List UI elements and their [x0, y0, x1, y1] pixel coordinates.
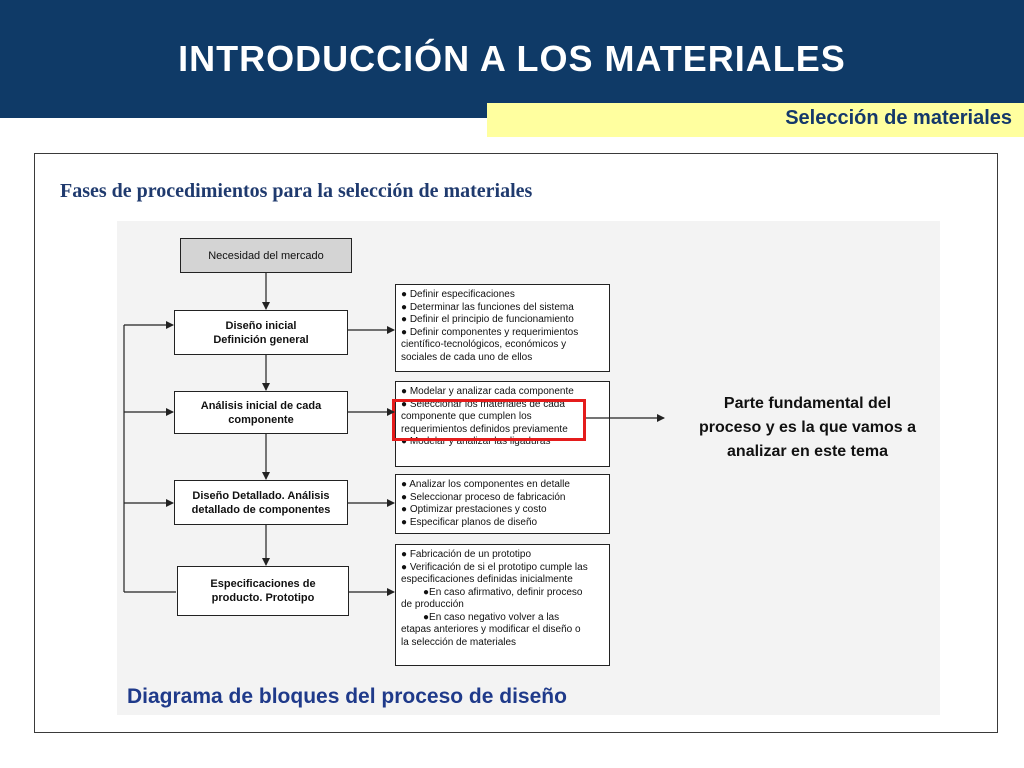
step-text: producto. Prototipo — [211, 592, 315, 604]
step-text: Análisis inicial de cada — [200, 399, 322, 412]
description-line: ● Optimizar prestaciones y costo — [401, 504, 547, 515]
annotation-text — [680, 392, 935, 464]
description-line: ● Seleccionar proceso de fabricación — [401, 491, 566, 503]
description-line: ● Definir el principio de funcionamiento — [401, 314, 574, 325]
annotation-line: Parte fundamental del — [723, 395, 892, 412]
description-line: ● Modelar y analizar las ligaduras — [401, 436, 551, 447]
slide-title: INTRODUCCIÓN A LOS MATERIALES — [178, 38, 846, 79]
description-line: ● Analizar los componentes en detalle — [401, 479, 570, 490]
description-line: ● Definir componentes y requerimientos — [401, 326, 579, 338]
step-text: Especificaciones de — [210, 578, 316, 590]
description-line: ●En caso afirmativo, definir proceso — [423, 586, 583, 598]
description-line: de producción — [401, 599, 464, 610]
description-line: ● Determinar las funciones del sistema — [401, 301, 574, 313]
description-line: ● Fabricación de un prototipo — [401, 549, 532, 560]
step-text: componente — [228, 413, 294, 426]
description-line: ●En caso negativo volver a las — [423, 611, 560, 623]
section-title: Fases de procedimientos para la selección de materiales — [60, 180, 533, 202]
diagram-caption: Diagrama de bloques del proceso de diseño — [127, 685, 567, 708]
description-line: ● Verificación de si el prototipo cumple las — [401, 561, 588, 573]
subtitle-label: Selección de materiales — [785, 107, 1012, 129]
annotation-line: analizar en este tema — [727, 443, 888, 460]
description-line: componente que cumplen los — [401, 411, 532, 422]
description-line: científico-tecnológicos, económicos y — [401, 339, 567, 350]
description-line: especificaciones definidas inicialmente — [401, 574, 573, 585]
description-line: ● Especificar planos de diseño — [401, 516, 538, 528]
step-text: Diseño inicial — [225, 319, 297, 332]
description-line: etapas anteriores y modificar el diseño o — [401, 624, 581, 635]
description-line: ● Modelar y analizar cada componente — [401, 386, 574, 397]
step-text: Necesidad del mercado — [208, 249, 324, 262]
description-line: ● Definir especificaciones — [401, 289, 515, 300]
description-line: sociales de cada uno de ellos — [401, 351, 533, 363]
description-line: requerimientos definidos previamente — [401, 423, 568, 435]
description-line: ● Seleccionar los materiales de cada — [401, 398, 565, 410]
description-line: la selección de materiales — [401, 636, 517, 648]
step-text: detallado de componentes — [191, 503, 331, 516]
annotation-line: proceso y es la que vamos a — [699, 419, 916, 436]
step-text: Diseño Detallado. Análisis — [192, 489, 330, 502]
step-text: Definición general — [213, 333, 309, 346]
